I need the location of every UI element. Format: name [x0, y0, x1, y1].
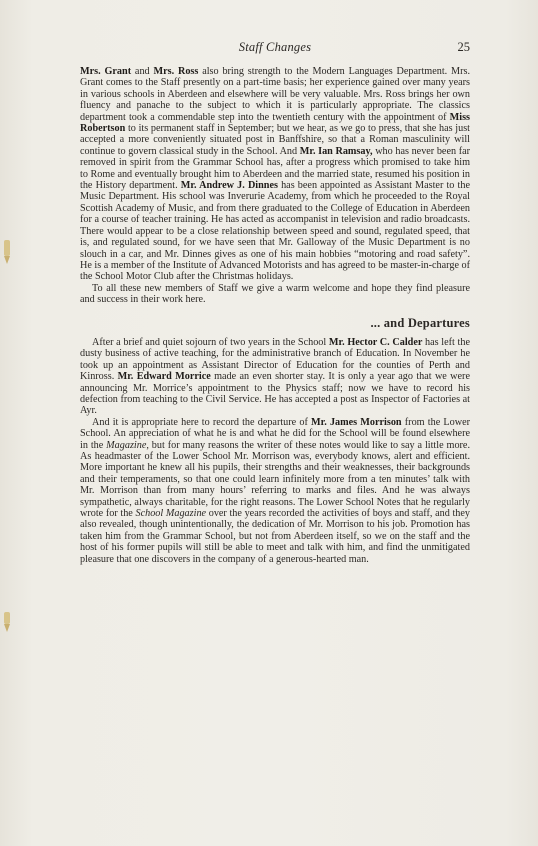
text-run: also bring strength to the Modern Languages Department. Mrs. Grant comes to the Staff presently on a part-time basis; her experience gained over many years in various schools in Aberdeen and elsewhere will be very valuable. Mrs. Ross brings her own fluency and panache to the subject to which it is particularly appropriate. The classics department took a commendable step into the twentieth century with the appointment of — [80, 66, 470, 123]
bold-name: Mr. Edward Morrice — [117, 371, 211, 383]
margin-binding-mark-upper — [4, 240, 10, 256]
article-body — [80, 66, 470, 565]
bold-name: Miss Robertson — [80, 111, 470, 135]
text-run: who has never been far removed in spirit from the Grammar School has, after a progress which promised to take him to Rome and eventually brought him to Aberdeen and the married state, resumed his position in the History department. — [80, 145, 470, 192]
text-run: from the Lower School. An appreciation of what he is and what he did for the School will be found elsewhere in the — [80, 416, 470, 451]
text-run: has been appointed as Assistant Master to the Music Department. His school was Inverurie Academy, from which he proceeded to the Royal Scottish Academy of Music, and from there graduated to the College of Education in Aberdeen for a course of teacher training. He has acted as accompanist in television and radio broadcasts. There would appear to be a close relationship between speed and sound, regulated speed, that is, and regulated sound, for we have seen that Mr. Galloway of the Music Department is no slouch in a car, and Mr. Dinnes gives as one of his main hobbies “motoring and road safety”. He is a member of the Institute of Advanced Motorists and has agreed to be master-in-charge of the School Motor Club after the Christmas holidays. — [80, 180, 471, 283]
bold-name: Mrs. Ross — [153, 66, 199, 77]
section-heading-departures: ... and Departures — [370, 315, 470, 330]
text-run: has left the dusty business of active teaching, for the administrative branch of Education. In November he took up an appointment as Assistant Director of Education for the counties of Perth and Kinross. — [80, 336, 470, 383]
text-run: made an even shorter stay. It is only a year ago that we were announcing Mr. Morrice’s appointment to the Physics staff; now we have to record his defection from teaching to the Civil Service. He has accepted a post as Inspector of Factories at Ayr. — [80, 371, 470, 417]
text-run: After a brief and quiet sojourn of two years in the School — [92, 336, 329, 348]
bold-name: Mr. James Morrison — [311, 416, 402, 428]
text-run: over the years recorded the activities of boys and staff, and they also revealed, though unintentionally, the dedication of Mr. Morrison to his job. Promotion has taken him from the Grammar School, but not from Aberdeen itself, so we on the staff and the host of his former pupils will still be able to meet and talk with him, and find the unmitigated pleasure that one discovers in the company of a generous-hearted man. — [80, 508, 470, 565]
text-run: , but for many reasons the writer of these notes would like to say a little more. As headmaster of the Lower School Mr. Morrison was, everybody knows, alert and efficient. More important he knew all his pupils, their strengths and their weaknesses, their backgrounds and their temperaments, so that one could learn infinitely more from a ten minutes’ talk with Mr. Morrison than from many hours’ referring to marks and files. And he was always sympathetic, always charitable, for the right reasons. The Lower School Notes that he regularly wrote for the — [80, 439, 470, 520]
bold-name: Mrs. Grant — [80, 66, 132, 77]
margin-binding-mark-lower — [4, 612, 10, 624]
page-number: 25 — [457, 40, 470, 54]
welcome-paragraph: To all these new members of Staff we give a warm welcome and hope they find pleasure and success in their work here. — [80, 282, 470, 306]
page-header — [80, 40, 470, 56]
italic-title: Magazine — [106, 439, 147, 451]
text-run: to its permanent staff in September; but we hear, as we go to press, that she has just accepted a more conveniently situated post in Banffshire, so that a Roman masculinity will continue to govern classical study in the School. And — [80, 123, 470, 157]
staff-arrivals-paragraph — [80, 66, 470, 283]
bold-name: Mr. Hector C. Calder — [328, 336, 423, 348]
running-title: Staff Changes — [238, 40, 312, 54]
italic-title: School Magazine — [135, 508, 207, 520]
departures-paragraph-2 — [80, 417, 470, 565]
text-run: And it is appropriate here to record the departure of — [92, 416, 312, 428]
text-run: and — [131, 66, 154, 77]
bold-name: Mr. Andrew J. Dinnes — [180, 180, 278, 192]
bold-name: Mr. Ian Ramsay, — [299, 145, 373, 157]
departures-paragraph-1 — [80, 337, 470, 417]
